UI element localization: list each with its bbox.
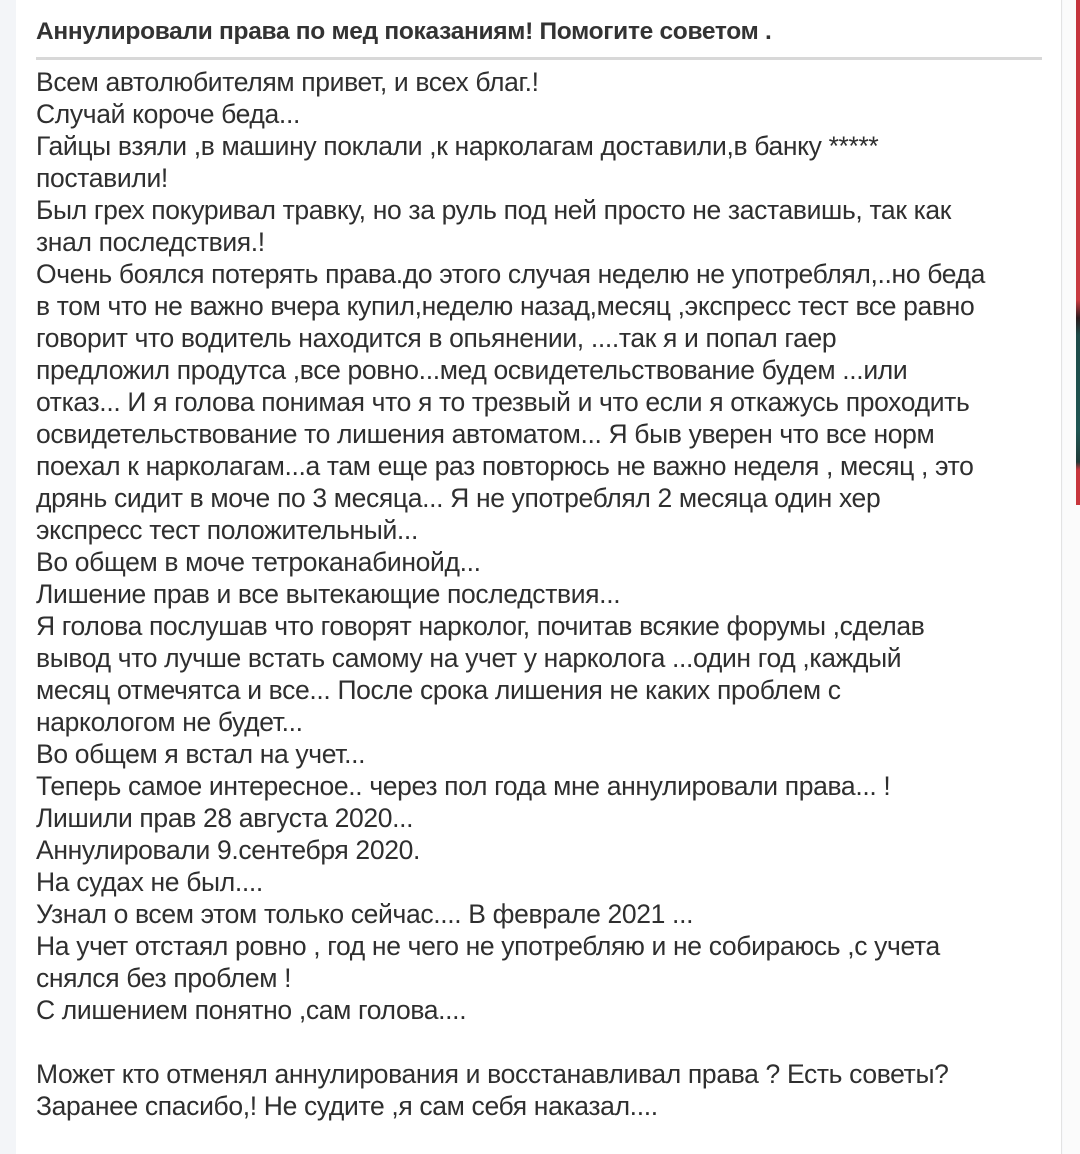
body-line: Заранее спасибо,! Не судите ,я сам себя наказал.... — [36, 1091, 658, 1121]
paragraph-gap — [36, 1026, 1046, 1058]
body-line: Узнал о всем этом только сейчас.... В феврале 2021 ... — [36, 899, 694, 929]
body-line: отказ... И я голова понимая что я то трезвый и что если я откажусь проходить — [36, 387, 970, 417]
post-title: Аннулировали права по мед показаниям! Помогите советом . — [36, 18, 772, 45]
body-line: Теперь самое интересное.. через пол года мне аннулировали права... ! — [36, 771, 891, 801]
body-line: снялся без проблем ! — [36, 963, 292, 993]
post-body — [36, 66, 1046, 1122]
body-line: экспресс тест положительный... — [36, 515, 418, 545]
body-line: Лишение прав и все вытекающие последствия... — [36, 579, 621, 609]
body-line: освидетельствование то лишения автоматом... Я быв уверен что все норм — [36, 419, 935, 449]
body-line: Всем автолюбителям привет, и всех благ.! — [36, 67, 539, 97]
body-line: вывод что лучше встать самому на учет у нарколога ...один год ,каждый — [36, 643, 902, 673]
body-line: Я голова послушав что говорят нарколог, почитав всякие форумы ,сделав — [36, 611, 925, 641]
body-line: в том что не важно вчера купил,неделю назад,месяц ,экспресс тест все равно — [36, 291, 975, 321]
body-line: С лишением понятно ,сам голова.... — [36, 995, 467, 1025]
left-gutter — [0, 0, 16, 1154]
body-line: Аннулировали 9.сентебря 2020. — [36, 835, 420, 865]
body-line: Гайцы взяли ,в машину поклали ,к нарколагам доставили,в банку ***** — [36, 131, 879, 161]
body-line: дрянь сидит в моче по 3 месяца... Я не употреблял 2 месяца один хер — [36, 483, 881, 513]
body-line: поехал к нарколагам...а там еще раз повторюсь не важно неделя , месяц , это — [36, 451, 974, 481]
title-divider — [36, 57, 1042, 60]
body-line: месяц отмечятса и все... После срока лишения не каких проблем с — [36, 675, 841, 705]
body-line: знал последствия.! — [36, 227, 265, 257]
body-line: Был грех покуривал травку, но за руль под ней просто не заставишь, так как — [36, 195, 952, 225]
body-line: Во общем я встал на учет... — [36, 739, 366, 769]
forum-post-card — [16, 0, 1062, 1154]
body-line: говорит что водитель находится в опьянении, ....так я и попал гаер — [36, 323, 837, 353]
body-line: Во общем в моче тетроканабинойд... — [36, 547, 481, 577]
body-line: На учет отстаял ровно , год не чего не употребляю и не собираюсь ,с учета — [36, 931, 940, 961]
body-line: На судах не был.... — [36, 867, 263, 897]
body-line: Очень боялся потерять права.до этого случая неделю не употреблял,..но беда — [36, 259, 986, 289]
body-line: предложил продутса ,все ровно...мед освидетельствование будем ...или — [36, 355, 908, 385]
body-line: наркологом не будет... — [36, 707, 303, 737]
body-line: Может кто отменял аннулирования и восстанавливал права ? Есть советы? — [36, 1059, 949, 1089]
side-image-strip[interactable] — [1076, 0, 1080, 505]
body-line: поставили! — [36, 163, 168, 193]
body-line: Лишили прав 28 августа 2020... — [36, 803, 414, 833]
body-line: Случай короче беда... — [36, 99, 300, 129]
